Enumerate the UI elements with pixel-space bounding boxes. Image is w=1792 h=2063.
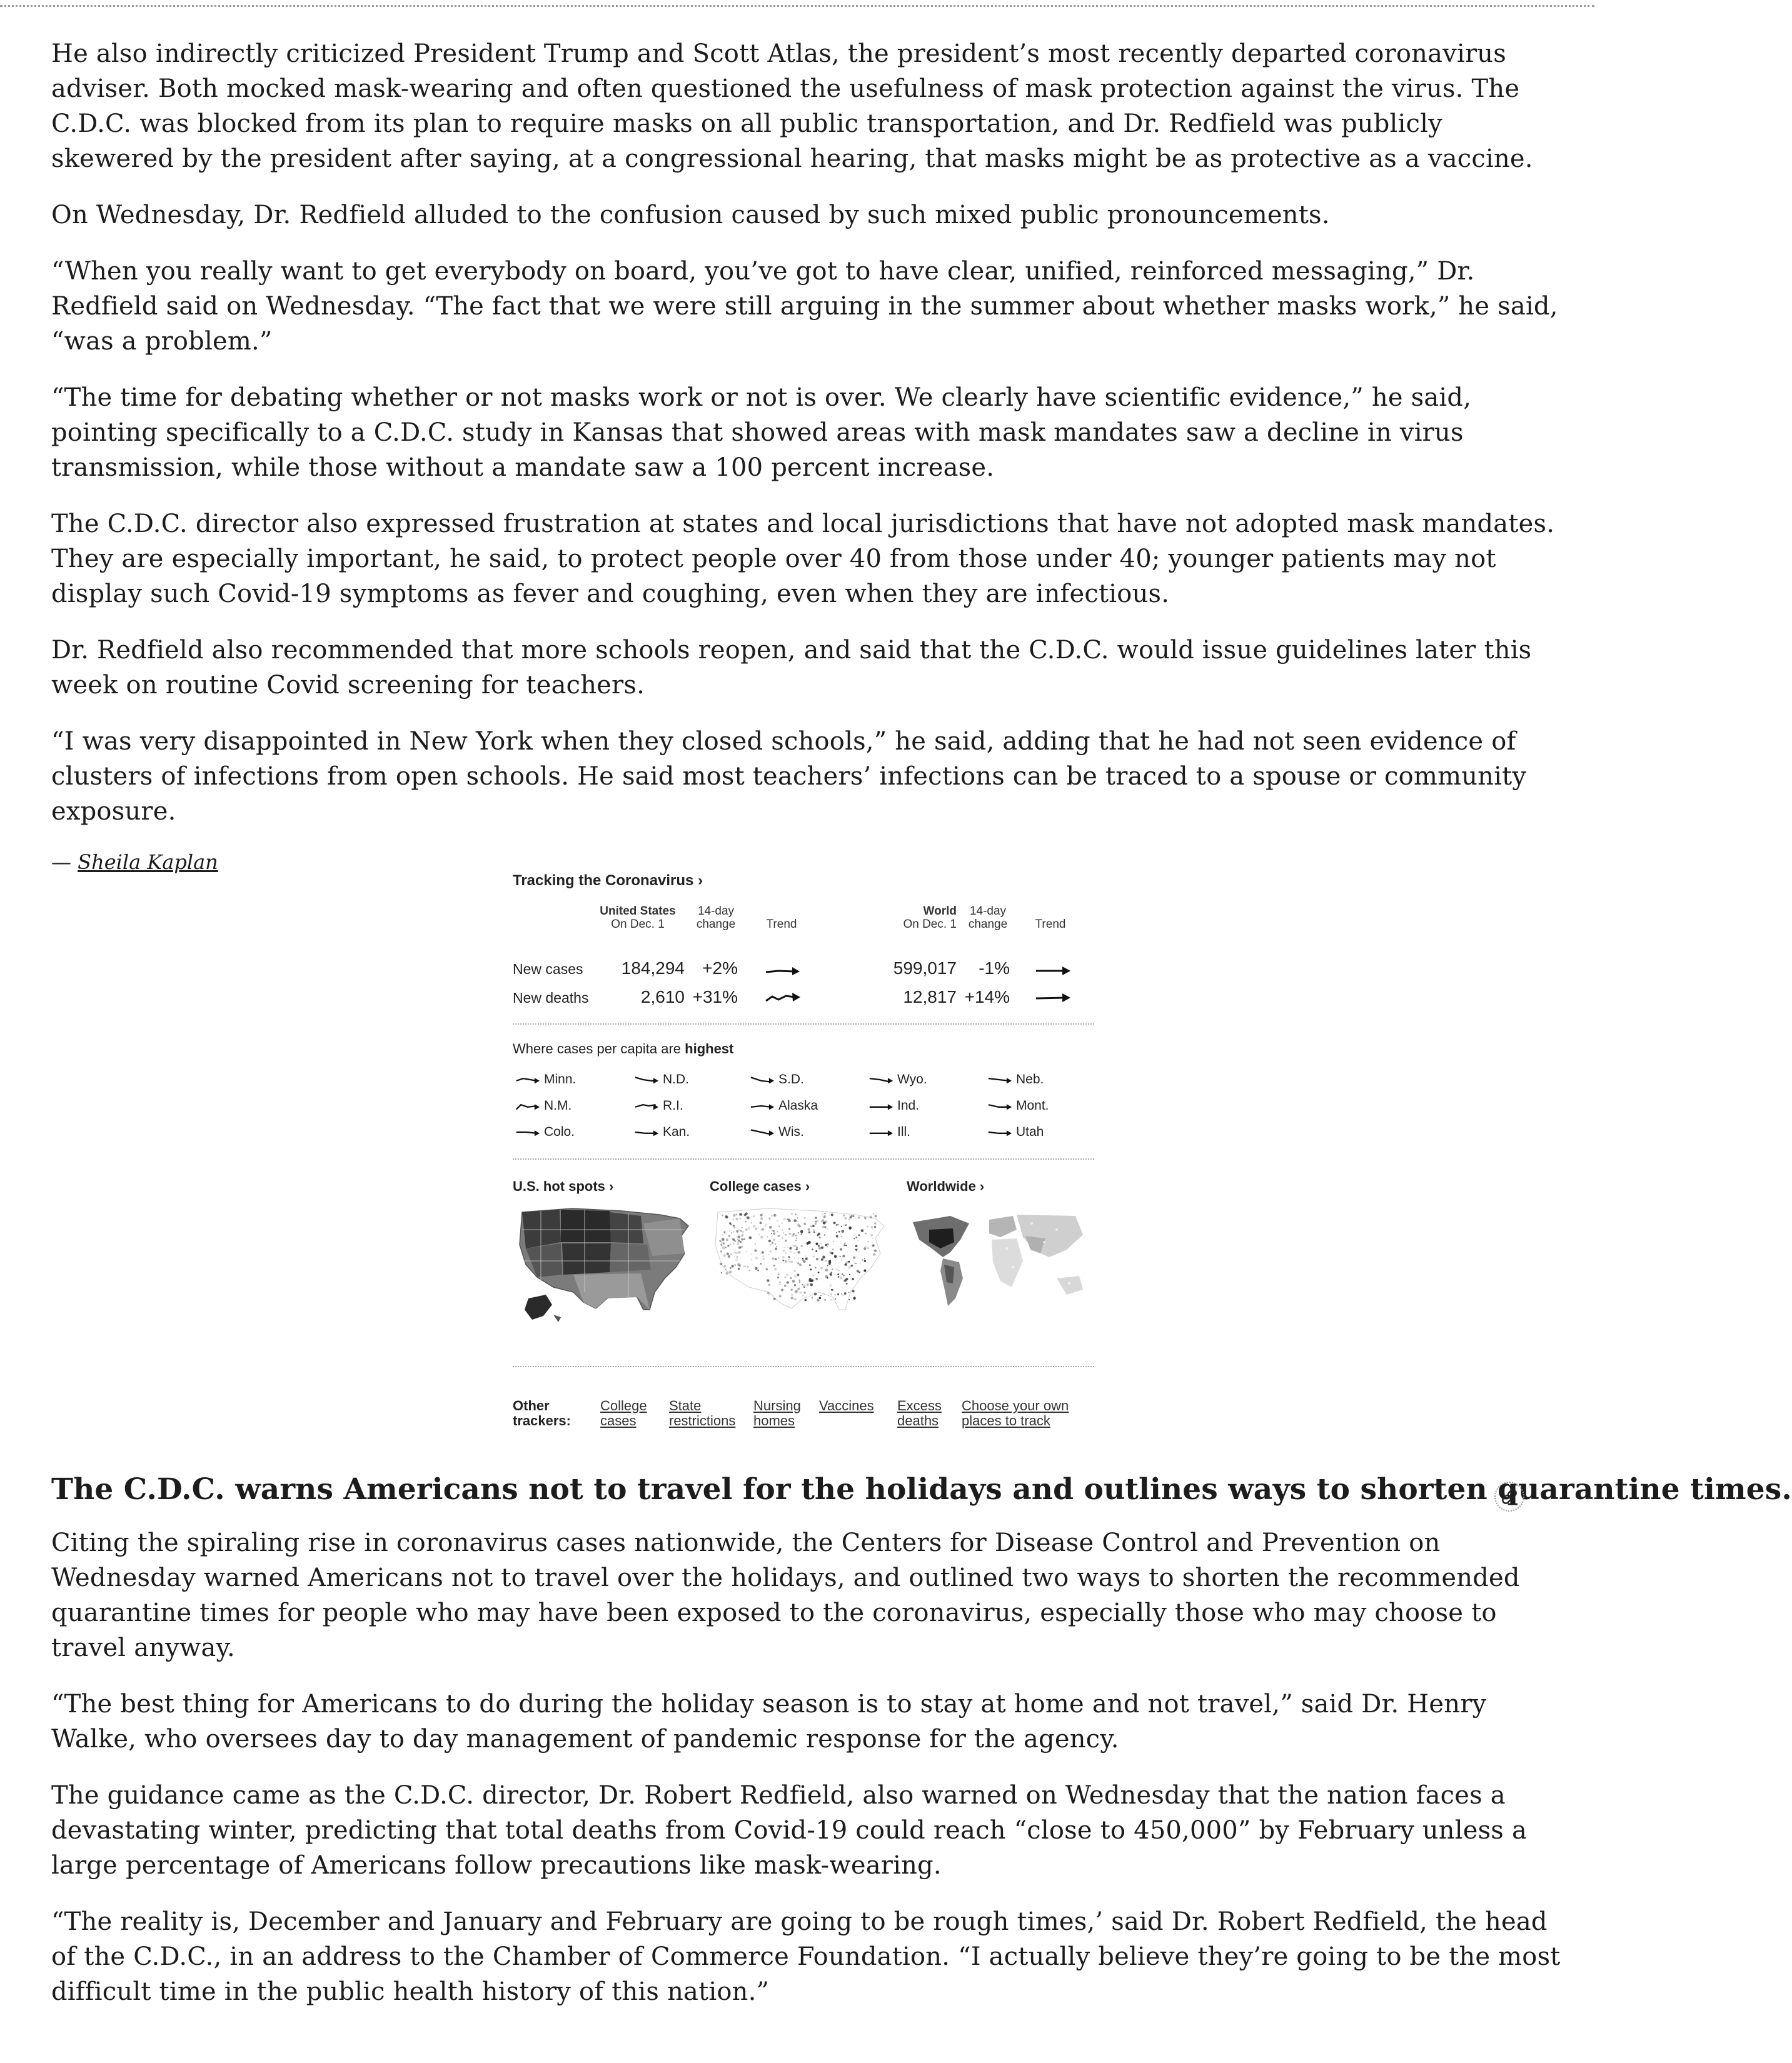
trend-arrow-icon: [868, 1073, 893, 1086]
paragraph: “When you really want to get everybody on board, you’ve got to have clear, unified, reinforced messaging,” Dr. Redfield said on Wednesday. “The fact that we were still arguing in the summer about whether masks work,” he said, “was a problem.”: [51, 257, 1558, 356]
world-new-deaths: 12,817: [903, 987, 957, 1006]
tracker-link-nursing[interactable]: Nursing homes: [753, 1398, 801, 1428]
place-r-i: R.I.: [663, 1098, 683, 1113]
trend-arrow-icon: [1035, 963, 1072, 977]
trend-arrow-icon: [765, 991, 802, 1005]
place-wis: Wis.: [778, 1125, 804, 1140]
world-new-cases-change: -1%: [979, 958, 1010, 978]
byline: [51, 850, 1564, 874]
college-cases-link[interactable]: College cases ›: [710, 1178, 810, 1194]
trend-arrow-icon: [1035, 991, 1072, 1005]
place-minn: Minn.: [544, 1072, 576, 1087]
paragraph: Citing the spiraling rise in coronavirus cases nationwide, the Centers for Disease Control and Prevention on Wednesday warned Americans not to travel over the holidays, and outlined two ways to shorten the recommended quarantine times for people who may have been exposed to the coronavirus, especially those who may choose to travel anyway.: [51, 1528, 1520, 1662]
paragraph: “The time for debating whether or not masks work or not is over. We clearly have scientific evidence,” he said, pointing specifically to a C.D.C. study in Kansas that showed areas with mask mandates saw a decline in virus transmission, while those without a mandate saw a 100 percent increase.: [51, 383, 1472, 482]
article-body-top: [51, 36, 1564, 874]
trend-arrow-icon: [868, 1100, 893, 1112]
world-new-cases: 599,017: [893, 958, 957, 978]
paragraph: “The best thing for Americans to do during the holiday season is to stay at home and not travel,” said Dr. Henry Walke, who oversees day to day management of pandemic response for the agency.: [51, 1690, 1487, 1754]
us-new-cases-change: +2%: [702, 958, 738, 978]
world-trend-header: Trend: [1035, 918, 1066, 931]
trend-arrow-icon: [634, 1073, 659, 1086]
place-s-d: S.D.: [778, 1072, 804, 1087]
place-utah: Utah: [1016, 1125, 1044, 1140]
worldwide-link[interactable]: Worldwide ›: [907, 1178, 985, 1194]
highest-caption: Where cases per capita are highest: [513, 1041, 734, 1057]
paragraph: On Wednesday, Dr. Redfield alluded to the confusion caused by such mixed public pronouncements.: [51, 201, 1330, 229]
trend-arrow-icon: [515, 1126, 540, 1138]
row-label-new-deaths: New deaths: [513, 990, 589, 1006]
trend-arrow-icon: [987, 1126, 1012, 1138]
us-header: United States On Dec. 1: [600, 905, 676, 931]
article-headline: The C.D.C. warns Americans not to travel for the holidays and outlines ways to shorten quarantine times.: [51, 1472, 1792, 1507]
tracker-link-state[interactable]: State restrictions: [669, 1398, 736, 1428]
article-body-bottom: [51, 1525, 1564, 2030]
trend-arrow-icon: [987, 1073, 1012, 1086]
place-mont: Mont.: [1016, 1098, 1049, 1113]
tracker-title-link[interactable]: Tracking the Coronavirus ›: [513, 872, 703, 889]
trend-arrow-icon: [634, 1126, 659, 1138]
trend-arrow-icon: [765, 963, 802, 977]
tracker-link-vaccines[interactable]: Vaccines: [819, 1398, 874, 1413]
divider: [513, 1158, 1094, 1160]
place-ill: Ill.: [897, 1125, 910, 1140]
world-new-deaths-change: +14%: [964, 987, 1010, 1006]
paragraph: He also indirectly criticized President Trump and Scott Atlas, the president’s most recently departed coronavirus adviser. Both mocked mask-wearing and often questioned the usefulness of mask protection against the virus. The C.D.C. was blocked from its plan to require masks on all public transportation, and Dr. Redfield was publicly skewered by the president after saying, at a congressional hearing, that masks might be as protective as a vaccine.: [51, 39, 1533, 173]
world-header: World On Dec. 1: [903, 905, 957, 931]
trend-arrow-icon: [515, 1100, 540, 1112]
paragraph: Dr. Redfield also recommended that more schools reopen, and said that the C.D.C. would issue guidelines later this week on routine Covid screening for teachers.: [51, 636, 1532, 700]
byline-dash: —: [51, 850, 71, 874]
paragraph: “I was very disappointed in New York when they closed schools,” he said, adding that he had not seen evidence of clusters of infections from open schools. He said most teachers’ infections can be traced to a spouse or community exposure.: [51, 727, 1527, 826]
trend-arrow-icon: [634, 1100, 659, 1112]
other-trackers-label: Other trackers:: [513, 1398, 571, 1428]
tracker-link-excess[interactable]: Excess deaths: [897, 1398, 942, 1428]
college-cases-map[interactable]: [712, 1205, 893, 1327]
trend-arrow-icon: [750, 1100, 775, 1112]
us-hotspots-map[interactable]: [516, 1205, 697, 1327]
us-change-header: 14-day change: [696, 905, 736, 931]
row-label-new-cases: New cases: [513, 961, 583, 977]
us-trend-header: Trend: [766, 918, 797, 931]
us-new-deaths: 2,610: [640, 987, 685, 1006]
us-new-deaths-change: +31%: [692, 987, 738, 1006]
link-icon[interactable]: [1494, 1482, 1524, 1512]
place-neb: Neb.: [1016, 1072, 1044, 1087]
place-kan: Kan.: [663, 1125, 690, 1140]
place-n-m: N.M.: [544, 1098, 571, 1113]
us-new-cases: 184,294: [621, 958, 685, 978]
place-wyo: Wyo.: [897, 1072, 927, 1087]
us-hotspots-link[interactable]: U.S. hot spots ›: [513, 1178, 614, 1194]
divider: [513, 1366, 1094, 1367]
paragraph: The C.D.C. director also expressed frustration at states and local jurisdictions that have not adopted mask mandates. They are especially important, he said, to protect people over 40 from those under 40; younger patients may not display such Covid-19 symptoms as fever and coughing, even when they are infectious.: [51, 509, 1555, 608]
world-change-header: 14-day change: [968, 905, 1008, 931]
worldwide-map[interactable]: [907, 1205, 1091, 1327]
place-alaska: Alaska: [778, 1098, 818, 1113]
tracker-link-college[interactable]: College cases: [600, 1398, 647, 1428]
place-ind: Ind.: [897, 1098, 919, 1113]
trend-arrow-icon: [987, 1100, 1012, 1112]
paragraph: “The reality is, December and January and February are going to be rough times,’ said Dr. Robert Redfield, the head of the C.D.C., in an address to the Chamber of Commerce Foundation. “I actually believe they’re going to be the most difficult time in the public health history of this nation.”: [51, 1907, 1561, 2006]
byline-author-link[interactable]: Sheila Kaplan: [78, 850, 218, 874]
trend-arrow-icon: [868, 1126, 893, 1138]
place-colo: Colo.: [544, 1125, 575, 1140]
place-n-d: N.D.: [663, 1072, 689, 1087]
trend-arrow-icon: [515, 1073, 540, 1086]
coronavirus-tracker: [513, 872, 1094, 1435]
divider: [513, 1023, 1094, 1025]
paragraph: The guidance came as the C.D.C. director, Dr. Robert Redfield, also warned on Wednesday that the nation faces a devastating winter, predicting that total deaths from Covid-19 could reach “close to 450,000” by February unless a large percentage of Americans follow precautions like mask-wearing.: [51, 1781, 1527, 1880]
trend-arrow-icon: [750, 1073, 775, 1086]
scan-top-edge: [0, 0, 1594, 7]
trend-arrow-icon: [750, 1126, 775, 1138]
tracker-link-choose-your-own[interactable]: Choose your own places to track: [962, 1398, 1069, 1428]
